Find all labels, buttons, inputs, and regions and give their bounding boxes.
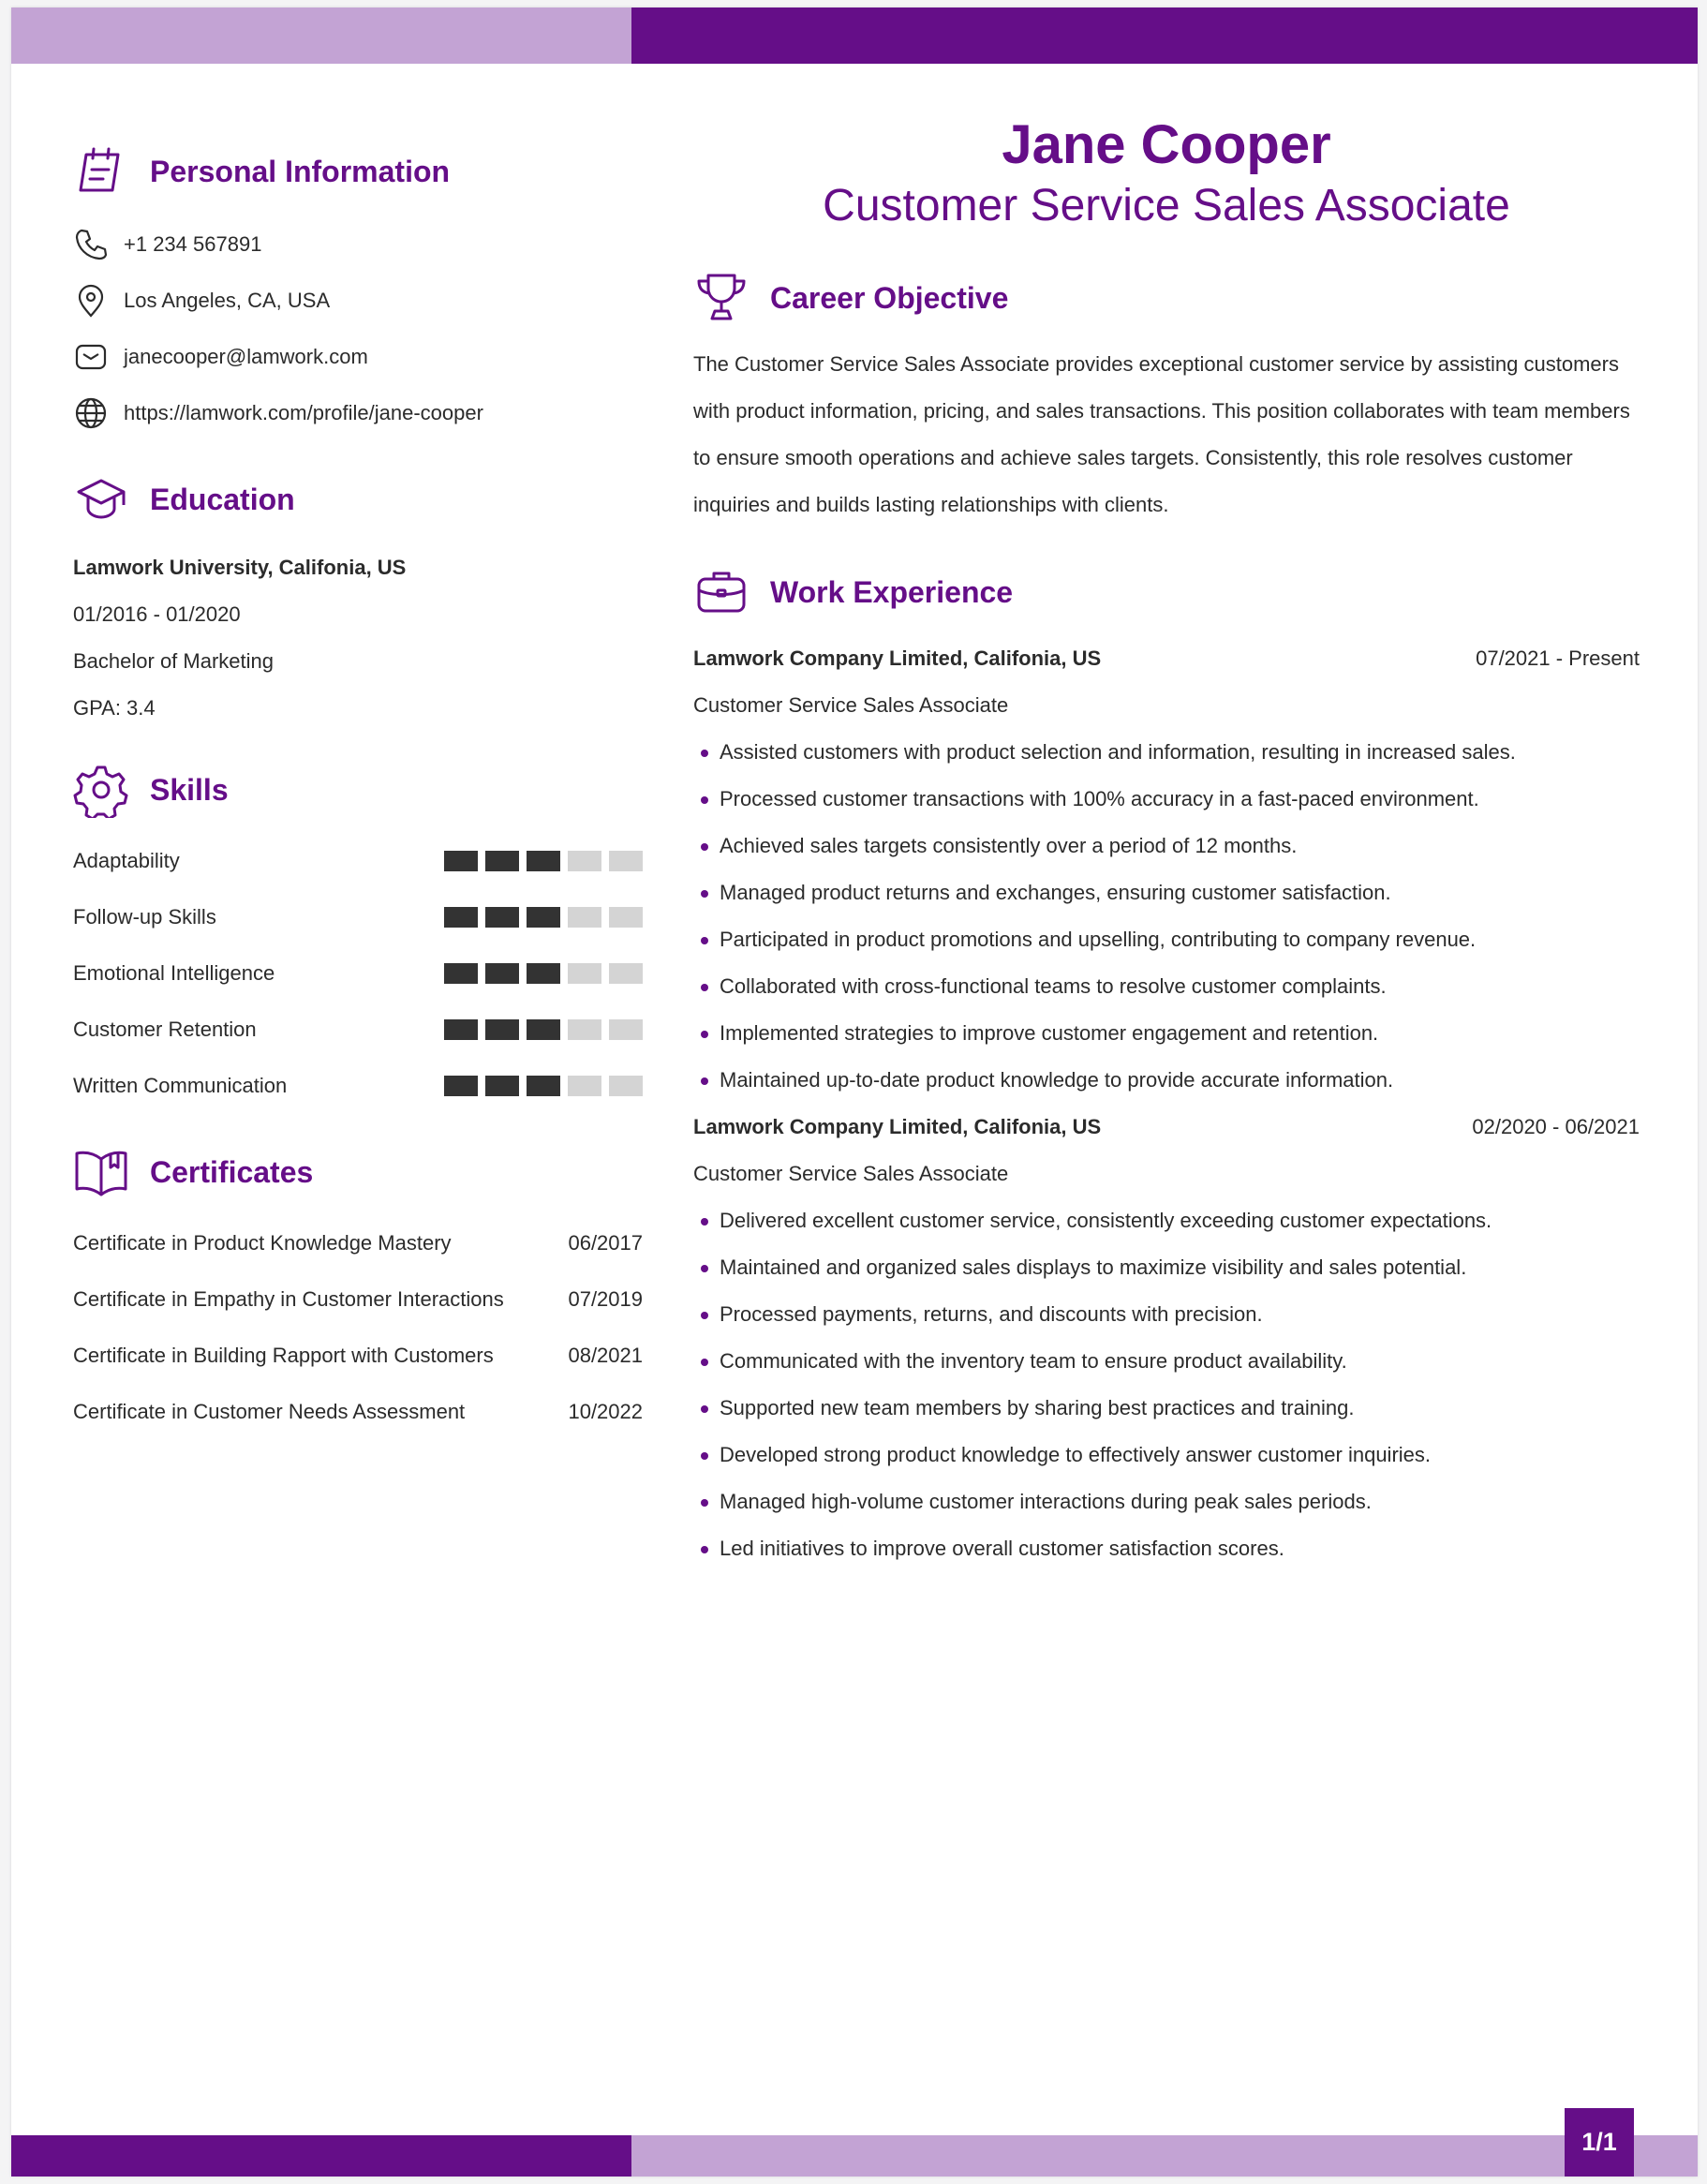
skills-title: Skills	[150, 772, 229, 807]
skill-level-empty	[609, 963, 643, 984]
job-bullet: Collaborated with cross-functional teams to resolve customer complaints.	[693, 963, 1640, 1010]
skill-name: Adaptability	[73, 849, 180, 872]
certificate-date: 08/2021	[568, 1344, 643, 1367]
job-bullets	[693, 729, 1640, 1104]
skills-list	[73, 833, 643, 1114]
skill-level-filled	[444, 1076, 478, 1096]
job-bullets	[693, 1197, 1640, 1572]
phone-text: +1 234 567891	[124, 232, 262, 256]
job-role: Customer Service Sales Associate	[693, 1162, 1009, 1185]
skill-level-bars	[444, 1019, 643, 1040]
top-accent-bar-dark	[631, 7, 1698, 64]
certificate-row	[73, 1271, 643, 1328]
skill-row	[73, 889, 643, 945]
skill-level-filled	[485, 1019, 519, 1040]
work-experience-header	[693, 564, 1640, 620]
skill-name: Emotional Intelligence	[73, 961, 275, 985]
email-text: janecooper@lamwork.com	[124, 345, 368, 368]
certificate-name: Certificate in Building Rapport with Customers	[73, 1344, 494, 1367]
certificate-row	[73, 1384, 643, 1440]
skill-row	[73, 1002, 643, 1058]
certificate-date: 06/2017	[568, 1231, 643, 1255]
job-role: Customer Service Sales Associate	[693, 693, 1009, 717]
job-bullet: Communicated with the inventory team to ensure product availability.	[693, 1338, 1640, 1385]
job-bullet: Implemented strategies to improve customer engagement and retention.	[693, 1010, 1640, 1057]
job-bullet: Maintained and organized sales displays to maximize visibility and sales potential.	[693, 1244, 1640, 1291]
job-bullet: Processed customer transactions with 100% accuracy in a fast-paced environment.	[693, 776, 1640, 823]
education-gpa: GPA: 3.4	[73, 696, 156, 720]
trophy-icon	[693, 270, 750, 326]
career-objective-title: Career Objective	[770, 280, 1009, 315]
certificates-header	[73, 1144, 643, 1200]
career-objective-text	[693, 341, 1640, 528]
job-bullet: Managed high-volume customer interactions during peak sales periods.	[693, 1478, 1640, 1525]
skill-level-filled	[485, 963, 519, 984]
skill-level-empty	[568, 1019, 601, 1040]
job-bullet: Developed strong product knowledge to effectively answer customer inquiries.	[693, 1432, 1640, 1478]
candidate-name: Jane Cooper	[1002, 114, 1331, 175]
skill-level-empty	[609, 1076, 643, 1096]
skill-level-filled	[444, 851, 478, 871]
skill-level-bars	[444, 851, 643, 871]
job-bullet: Achieved sales targets consistently over a period of 12 months.	[693, 823, 1640, 869]
skill-name: Customer Retention	[73, 1018, 257, 1041]
skill-level-filled	[444, 907, 478, 928]
bottom-accent-bar-light	[631, 2135, 1698, 2177]
career-objective-line: inquiries and builds lasting relationships with clients.	[693, 493, 1169, 516]
skill-level-filled	[444, 1019, 478, 1040]
website-text: https://lamwork.com/profile/jane-cooper	[124, 401, 483, 424]
gear-icon	[73, 762, 129, 818]
career-objective-line: to ensure smooth operations and achieve sales targets. Consistently, this role resolves customer	[693, 446, 1573, 469]
certificate-name: Certificate in Empathy in Customer Interactions	[73, 1287, 504, 1311]
certificate-name: Certificate in Customer Needs Assessment	[73, 1400, 466, 1423]
certificates-list	[73, 1215, 643, 1440]
job-bullet: Processed payments, returns, and discounts with precision.	[693, 1291, 1640, 1338]
job-header	[693, 635, 1640, 682]
briefcase-icon	[693, 564, 750, 620]
skill-level-filled	[527, 907, 560, 928]
career-objective-header	[693, 270, 1640, 326]
skill-level-bars	[444, 963, 643, 984]
job-entry	[693, 1104, 1640, 1572]
certificate-date: 10/2022	[568, 1400, 643, 1423]
skill-level-filled	[527, 963, 560, 984]
skill-name: Follow-up Skills	[73, 905, 216, 929]
calendar-note-icon	[73, 143, 129, 200]
skill-level-filled	[485, 1076, 519, 1096]
phone-icon	[73, 227, 109, 262]
skill-level-bars	[444, 1076, 643, 1096]
skill-name: Written Communication	[73, 1074, 288, 1097]
job-bullet: Supported new team members by sharing best practices and training.	[693, 1385, 1640, 1432]
work-experience-title: Work Experience	[770, 574, 1014, 609]
skill-level-filled	[444, 963, 478, 984]
bottom-accent-bar-dark	[11, 2135, 631, 2177]
skill-level-empty	[609, 851, 643, 871]
skill-level-empty	[568, 907, 601, 928]
candidate-job-title: Customer Service Sales Associate	[823, 181, 1510, 230]
skill-level-filled	[485, 851, 519, 871]
skill-level-empty	[609, 907, 643, 928]
job-entry	[693, 635, 1640, 1104]
location-pin-icon	[73, 283, 109, 319]
certificate-date: 07/2019	[568, 1287, 643, 1311]
skills-header	[73, 762, 643, 818]
job-bullet: Assisted customers with product selection and information, resulting in increased sales.	[693, 729, 1640, 776]
contact-email	[73, 329, 643, 385]
skill-level-bars	[444, 907, 643, 928]
globe-icon	[73, 395, 109, 431]
job-bullet: Managed product returns and exchanges, ensuring customer satisfaction.	[693, 869, 1640, 916]
mail-icon	[73, 339, 109, 375]
contact-location	[73, 273, 643, 329]
skill-level-filled	[527, 1076, 560, 1096]
certificate-row	[73, 1328, 643, 1384]
job-bullet: Delivered excellent customer service, consistently exceeding customer expectations.	[693, 1197, 1640, 1244]
location-text: Los Angeles, CA, USA	[124, 289, 331, 312]
top-accent-bar-light	[11, 7, 631, 64]
skill-level-empty	[568, 851, 601, 871]
education-degree: Bachelor of Marketing	[73, 649, 274, 673]
contact-phone	[73, 216, 643, 273]
resume-page	[11, 7, 1698, 2177]
job-header	[693, 1104, 1640, 1151]
certificate-row	[73, 1215, 643, 1271]
skill-row	[73, 833, 643, 889]
right-column	[693, 111, 1640, 1572]
career-objective-line: with product information, pricing, and sales transactions. This position collaborates with team members	[693, 399, 1630, 423]
education-dates: 01/2016 - 01/2020	[73, 602, 241, 626]
skill-level-empty	[568, 963, 601, 984]
job-company: Lamwork Company Limited, Califonia, US	[693, 646, 1102, 670]
education-title: Education	[150, 482, 295, 516]
job-bullet: Led initiatives to improve overall customer satisfaction scores.	[693, 1525, 1640, 1572]
job-bullet: Participated in product promotions and upselling, contributing to company revenue.	[693, 916, 1640, 963]
job-bullet: Maintained up-to-date product knowledge to provide accurate information.	[693, 1057, 1640, 1104]
page-indicator: 1/1	[1565, 2108, 1634, 2177]
open-book-icon	[73, 1144, 129, 1200]
skill-level-filled	[527, 851, 560, 871]
career-objective-line: The Customer Service Sales Associate provides exceptional customer service by assisting customers	[693, 352, 1619, 376]
skill-level-filled	[485, 907, 519, 928]
skill-level-empty	[609, 1019, 643, 1040]
education-header	[73, 471, 643, 527]
graduation-cap-icon	[73, 471, 129, 527]
skill-row	[73, 945, 643, 1002]
skill-level-filled	[527, 1019, 560, 1040]
certificates-title: Certificates	[150, 1154, 314, 1189]
certificate-name: Certificate in Product Knowledge Mastery	[73, 1231, 452, 1255]
personal-info-title: Personal Information	[150, 154, 451, 188]
personal-info-header	[73, 143, 643, 200]
contact-website	[73, 385, 643, 441]
job-dates: 07/2021 - Present	[1476, 646, 1640, 670]
skill-row	[73, 1058, 643, 1114]
left-column	[73, 143, 643, 1440]
skill-level-empty	[568, 1076, 601, 1096]
job-company: Lamwork Company Limited, Califonia, US	[693, 1115, 1102, 1138]
education-school: Lamwork University, Califonia, US	[73, 556, 407, 579]
jobs-list	[693, 635, 1640, 1572]
job-dates: 02/2020 - 06/2021	[1472, 1115, 1640, 1138]
